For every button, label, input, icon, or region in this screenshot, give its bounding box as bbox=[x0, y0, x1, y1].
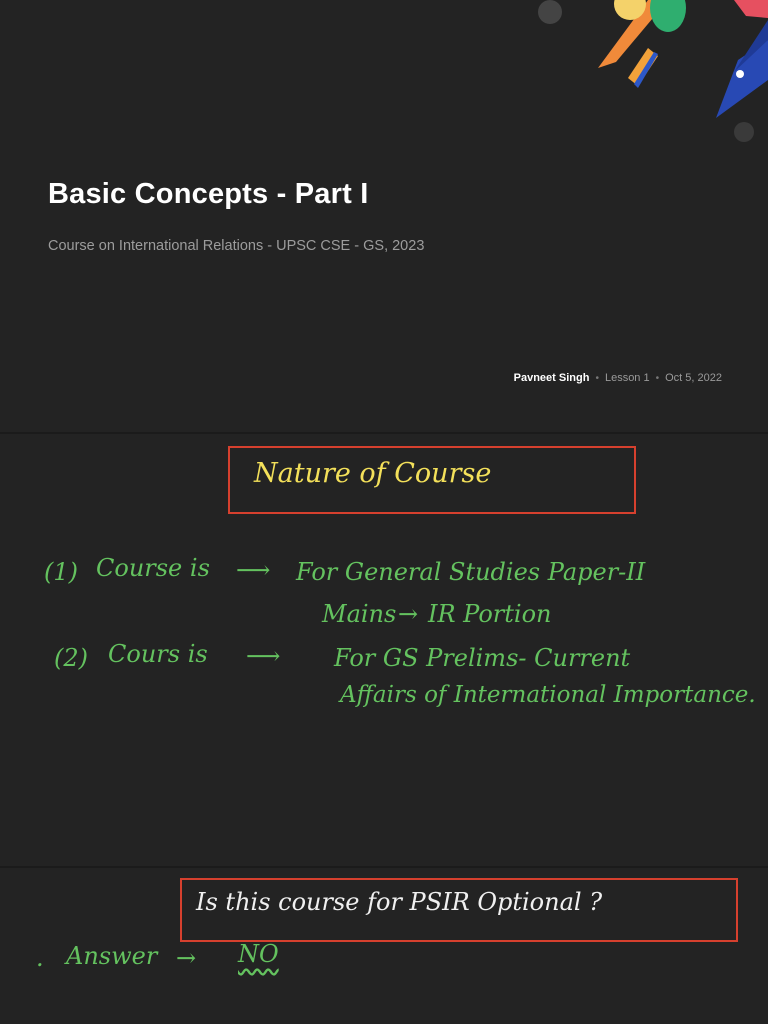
course-subtitle: Course on International Relations - UPSC CSE - GS, 2023 bbox=[48, 238, 425, 254]
author-name: Pavneet Singh bbox=[513, 372, 590, 384]
separator: • bbox=[595, 372, 599, 384]
question-text: Is this course for PSIR Optional ? bbox=[196, 888, 603, 916]
point-lead: Cours is bbox=[108, 640, 208, 668]
lesson-meta bbox=[514, 372, 722, 384]
lesson-date: Oct 5, 2022 bbox=[665, 372, 722, 384]
notes-slide-nature-of-course bbox=[0, 434, 768, 866]
stationery-illustration bbox=[538, 0, 768, 160]
answer-label: Answer bbox=[66, 942, 158, 970]
lesson-title: Basic Concepts - Part I bbox=[48, 178, 369, 210]
point-number: (1) bbox=[44, 558, 78, 586]
point-text: For General Studies Paper-II bbox=[296, 558, 646, 586]
notes-slide-psir-question bbox=[0, 868, 768, 1024]
separator: • bbox=[655, 372, 660, 384]
point-number: (2) bbox=[54, 644, 88, 672]
point-cont-a: Mains bbox=[322, 600, 397, 628]
arrow: → bbox=[398, 600, 419, 628]
lesson-number: Lesson 1 bbox=[604, 372, 650, 384]
answer-bullet: . bbox=[36, 944, 44, 972]
arrow: ⟶ bbox=[246, 642, 281, 670]
title-slide bbox=[0, 0, 768, 432]
answer-value: NO bbox=[238, 940, 279, 968]
arrow: ⟶ bbox=[236, 556, 271, 584]
slide-heading: Nature of Course bbox=[254, 458, 492, 489]
point-cont-b: IR Portion bbox=[428, 600, 552, 628]
arrow: → bbox=[176, 944, 197, 972]
point-lead: Course is bbox=[96, 554, 210, 582]
point-text: For GS Prelims- Current bbox=[334, 644, 631, 672]
point-cont: Affairs of International Importance. bbox=[340, 682, 756, 708]
